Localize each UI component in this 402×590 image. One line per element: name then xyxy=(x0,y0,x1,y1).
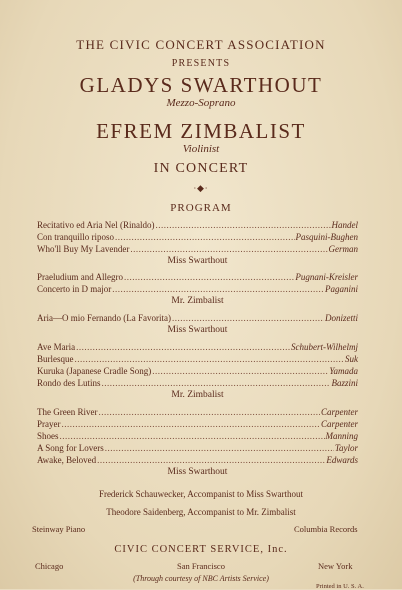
city-san-francisco: San Francisco xyxy=(177,561,225,571)
piano-credit: Steinway Piano xyxy=(32,524,86,534)
records-credit: Columbia Records xyxy=(294,524,358,534)
program-item: Aria—O mio Fernando (La Favorita) ..... Donizetti xyxy=(37,312,358,324)
performer-label: Mr. Zimbalist xyxy=(171,390,224,400)
program-item: Concerto in D major ..... Paganini xyxy=(37,283,358,295)
performer-label: Miss Swarthout xyxy=(167,256,228,266)
program-item: Prayer ..... Carpenter xyxy=(37,418,358,430)
artist2-name: EFREM ZIMBALIST xyxy=(96,119,306,143)
accompanist-line: Frederick Schauwecker, Accompanist to Miss Swarthout xyxy=(98,489,304,499)
program-item: Rondo des Lutins ..... Bazzini xyxy=(37,377,358,389)
ornament-divider: ∙◆∙ xyxy=(193,183,209,193)
program-item: Con tranquillo riposo ..... Pasquini-Bughen xyxy=(37,231,358,243)
program-item: Who'll Buy My Lavender ..... German xyxy=(37,243,358,255)
performer-label: Miss Swarthout xyxy=(167,325,228,335)
program-item: Ave Maria ..... Schubert-Wilhelmj xyxy=(37,341,358,353)
service-name: CIVIC CONCERT SERVICE, Inc. xyxy=(114,544,288,555)
printed-note: Printed in U. S. A. xyxy=(316,583,364,590)
program-heading: PROGRAM xyxy=(170,202,232,214)
program-item: Kuruka (Japanese Cradle Song) ..... Yamada xyxy=(37,365,358,377)
program-item: Awake, Beloved ..... Edwards xyxy=(37,454,358,466)
program-item: Praeludium and Allegro ..... Pugnani-Kreisler xyxy=(37,271,358,283)
city-chicago: Chicago xyxy=(35,561,64,571)
presents-label: PRESENTS xyxy=(171,58,231,69)
program-item: Shoes ..... Manning xyxy=(37,430,358,442)
accompanist-line: Theodore Saidenberg, Accompanist to Mr. Zimbalist xyxy=(106,507,296,517)
performer-label: Mr. Zimbalist xyxy=(171,296,224,306)
artist1-name: GLADYS SWARTHOUT xyxy=(79,73,323,97)
association-title: THE CIVIC CONCERT ASSOCIATION xyxy=(76,37,326,52)
program-item: A Song for Lovers ..... Taylor xyxy=(37,442,358,454)
in-concert-heading: IN CONCERT xyxy=(153,161,249,176)
artist1-role: Mezzo-Soprano xyxy=(166,97,236,109)
artist2-role: Violinist xyxy=(182,143,220,155)
city-new-york: New York xyxy=(318,561,353,571)
performer-label: Miss Swarthout xyxy=(167,467,228,477)
program-item: Recitativo ed Aria Nel (Rinaldo) ..... Handel xyxy=(37,219,358,231)
courtesy-note: (Through courtesy of NBC Artists Service) xyxy=(133,574,269,583)
program-item: The Green River ..... Carpenter xyxy=(37,406,358,418)
program-item: Burlesque ..... Suk xyxy=(37,353,358,365)
